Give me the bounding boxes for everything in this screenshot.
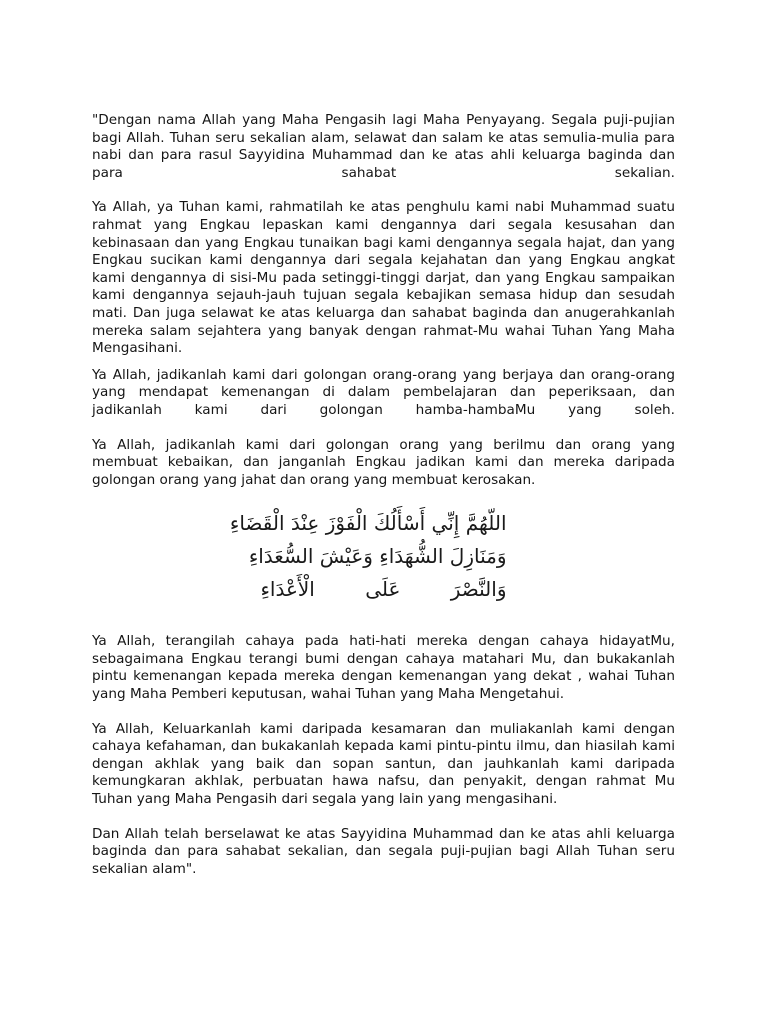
arabic-line-3: وَالنَّصْرَ عَلَى الْأَعْدَاءِ bbox=[260, 577, 507, 602]
arabic-prayer-text bbox=[229, 507, 507, 615]
document-page bbox=[92, 112, 675, 878]
arabic-line-2: وَمَنَازِلَ الشُّهَدَاءِ وَعَيْشَ السُّعَدَاءِ bbox=[248, 544, 507, 569]
arabic-line-1: اللّهُمَّ إِنِّي أَسْأَلُكَ الْفَوْزَ عِنْدَ الْقَضَاءِ bbox=[229, 511, 507, 536]
paragraph-berilmu: Ya Allah, jadikanlah kami dari golongan orang yang berilmu dan orang yang membuat kebaikan, dan janganlah Engkau jadikan kami dan mereka daripada golongan orang yang jahat dan orang yang membuat kerosakan. bbox=[92, 436, 675, 488]
paragraph-berjaya: Ya Allah, jadikanlah kami dari golongan orang-orang yang berjaya dan orang-orang yang mendapat kemenangan di dalam pembelajaran dan peperiksaan, dan jadikanlah kami dari golongan hamba-hambaMu yang soleh. bbox=[92, 366, 675, 418]
arabic-prayer-image bbox=[92, 507, 675, 615]
paragraph-selawat: Ya Allah, ya Tuhan kami, rahmatilah ke atas penghulu kami nabi Muhammad suatu rahmat yang Engkau lepaskan kami dengannya dari segala kesusahan dan kebinasaan dan yang Engkau tunaikan bagi kami dengannya segala hajat, dan yang Engkau sucikan kami dengannya dari segala kejahatan dan yang Engkau angkat kami dengannya di sisi-Mu pada setinggi-tinggi darjat, dan yang Engkau sampaikan kami dengannya sejauh-jauh tujuan segala kebajikan semasa hidup dan sesudah mati. Dan juga selawat ke atas keluarga dan sahabat baginda dan anugerahkanlah mereka salam sejahtera yang banyak dengan rahmat-Mu wahai Tuhan Yang Maha Mengasihani. bbox=[92, 199, 675, 357]
paragraph-hidayat: Ya Allah, terangilah cahaya pada hati-hati mereka dengan cahaya hidayatMu, sebagaimana Engkau terangi bumi dengan cahaya matahari Mu, dan bukakanlah pintu kemenangan kepada mereka dengan kemenangan yang dekat , wahai Tuhan yang Maha Pemberi keputusan, wahai Tuhan yang Maha Mengetahui. bbox=[92, 633, 675, 703]
paragraph-opening: "Dengan nama Allah yang Maha Pengasih lagi Maha Penyayang. Segala puji-pujian bagi Allah. Tuhan seru sekalian alam, selawat dan salam ke atas semulia-mulia para nabi dan para rasul Sayyidina Muhammad dan ke atas ahli keluarga baginda dan para sahabat sekalian. bbox=[92, 112, 675, 181]
paragraph-kefahaman: Ya Allah, Keluarkanlah kami daripada kesamaran dan muliakanlah kami dengan cahaya kefahaman, dan bukakanlah kepada kami pintu-pintu ilmu, dan hiasilah kami dengan akhlak yang baik dan sopan santun, dan jauhkanlah kami daripada kemungkaran akhlak, perbuatan hawa nafsu, dan penyakit, dengan rahmat Mu Tuhan yang Maha Pengasih dari segala yang lain yang mengasihani. bbox=[92, 720, 675, 808]
paragraph-closing: Dan Allah telah berselawat ke atas Sayyidina Muhammad dan ke atas ahli keluarga baginda dan para sahabat sekalian, dan segala puji-pujian bagi Allah Tuhan seru sekalian alam". bbox=[92, 825, 675, 877]
